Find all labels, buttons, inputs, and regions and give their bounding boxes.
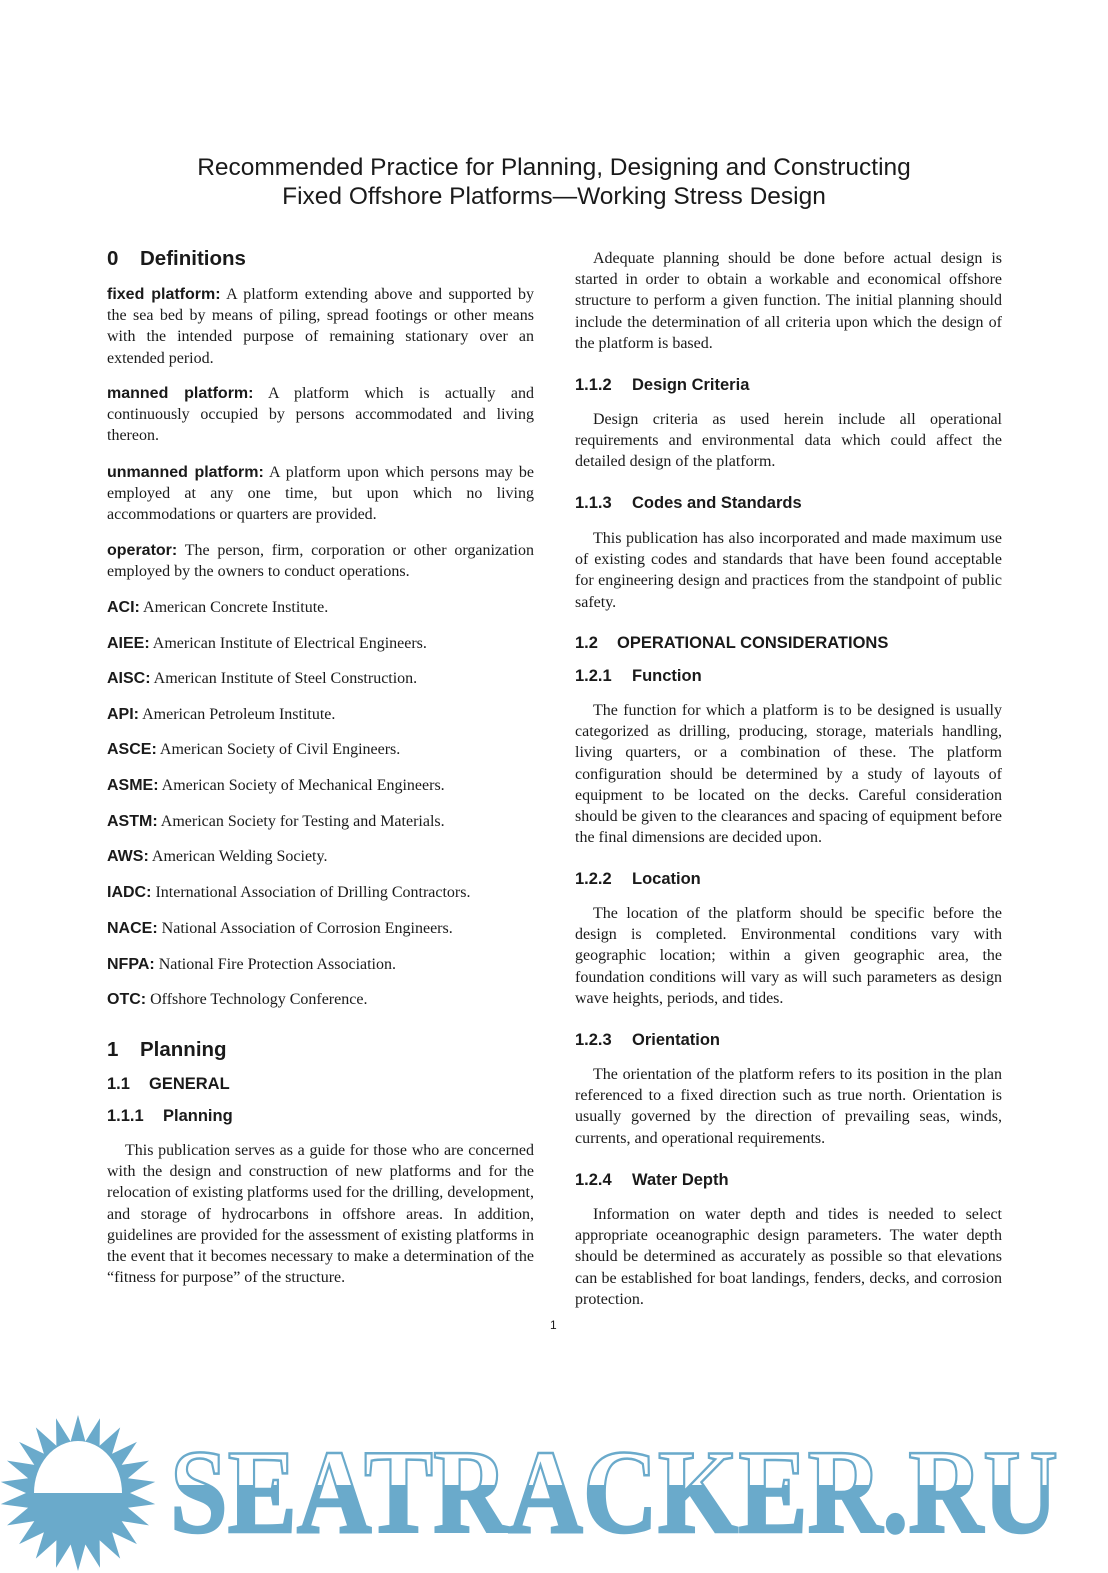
definition-term: ASTM: [107, 813, 158, 830]
codes-standards-paragraph: This publication has also incorporated and made maximum use of existing codes and standards that have been found acceptable for engineering design and practices from the standpoint of public safety. [575, 530, 1002, 611]
definition-item [107, 540, 534, 582]
definition-term: operator: [107, 542, 178, 559]
planning-paragraph: This publication serves as a guide for those who are concerned with the design and construction of new platforms and for the relocation of existing platforms used for the drilling, development, and storage of hydrocarbons in offshore areas. In addition, guidelines are provided for the assessment of existing platforms in the event that it becomes necessary to make a determination of the “fitness for purpose” of the structure. [107, 1142, 534, 1287]
definition-item [107, 882, 534, 903]
definition-text: American Institute of Electrical Engineers. [149, 635, 427, 652]
definition-item [107, 597, 534, 618]
definition-item [107, 954, 534, 975]
watermark-text: SEATRACKER.RU [170, 1425, 1058, 1558]
title-line-1: Recommended Practice for Planning, Designing and Constructing [197, 154, 911, 181]
definition-item [107, 462, 534, 526]
document-title [0, 153, 1108, 211]
section-1-2-4-heading: 1.2.4 Water Depth [575, 1171, 729, 1189]
definition-term: fixed platform: [107, 286, 221, 303]
seatracker-watermark [0, 1405, 1080, 1573]
orientation-paragraph: The orientation of the platform refers to its position in the plan referenced to a fixed direction such as true north. Orientation is usually governed by the direction of prevailing seas, winds, currents, and operational requirements. [575, 1066, 1002, 1147]
section-1-1-1-heading: 1.1.1 Planning [107, 1107, 233, 1125]
definition-text: A platform upon which persons may be employed at any one time, but upon which no living accommodations or quarters are provided. [107, 464, 534, 524]
definition-term: unmanned platform: [107, 464, 264, 481]
section-1-2-1-heading: 1.2.1 Function [575, 667, 702, 685]
definition-term: IADC: [107, 884, 152, 901]
definition-item [107, 846, 534, 867]
definition-text: American Petroleum Institute. [139, 706, 336, 723]
definition-term: AWS: [107, 848, 149, 865]
definition-text: International Association of Drilling Contractors. [151, 884, 471, 901]
definition-term: NACE: [107, 920, 158, 937]
location-paragraph: The location of the platform should be specific before the design is completed. Environmental conditions vary with geographic location; within a given geographic area, the foundation conditions will vary as will such parameters as design wave heights, periods, and tides. [575, 905, 1002, 1007]
planning-paragraph-continued: Adequate planning should be done before actual design is started in order to obtain a workable and economical offshore structure to perform a given function. The initial planning should include the determination of all criteria upon which the design of the platform is based. [575, 250, 1002, 352]
section-1-1-3-heading: 1.1.3 Codes and Standards [575, 494, 802, 512]
section-1-1-2-heading: 1.1.2 Design Criteria [575, 376, 750, 394]
section-1-1-heading: 1.1 GENERAL [107, 1075, 230, 1093]
definition-text: National Fire Protection Association. [154, 956, 396, 973]
definition-term: API: [107, 706, 139, 723]
definition-item [107, 284, 534, 369]
definition-term: NFPA: [107, 956, 155, 973]
definition-item [107, 775, 534, 796]
section-1-2-2-heading: 1.2.2 Location [575, 870, 701, 888]
section-1-heading: 1 Planning [107, 1038, 227, 1061]
definition-item [107, 383, 534, 447]
definition-text: American Welding Society. [148, 848, 328, 865]
definition-text: American Society for Testing and Materials. [157, 813, 445, 830]
function-paragraph: The function for which a platform is to be designed is usually categorized as drilling, producing, storage, materials handling, living quarters, or a combination of these. The platform configuration should be determined by a study of layouts of equipment to be located on the decks. Careful consideration should be given to the clearances and spacing of equipment before the final dimensions are decided upon. [575, 702, 1002, 847]
definition-text: The person, firm, corporation or other organization employed by the owners to conduct operations. [107, 542, 534, 581]
definition-text: American Society of Civil Engineers. [156, 741, 401, 758]
definition-text: National Association of Corrosion Engineers. [157, 920, 453, 937]
definition-text: American Institute of Steel Construction. [150, 670, 418, 687]
definition-item [107, 989, 534, 1010]
definition-text: A platform which is actually and continuously occupied by persons accommodated and living thereon. [107, 385, 534, 445]
sun-logo-icon [1, 1415, 155, 1571]
definition-text: American Society of Mechanical Engineers. [158, 777, 445, 794]
section-1-2-3-heading: 1.2.3 Orientation [575, 1031, 721, 1049]
design-criteria-paragraph: Design criteria as used herein include all operational requirements and environmental data which could affect the detailed design of the platform. [575, 411, 1002, 471]
section-0-heading: 0 Definitions [107, 247, 246, 270]
page-number: 1 [550, 1318, 557, 1332]
definition-term: ASCE: [107, 741, 157, 758]
definition-term: ACI: [107, 599, 140, 616]
definition-term: manned platform: [107, 385, 254, 402]
definition-text: A platform extending above and supported by the sea bed by means of piling, spread footings or other means with the intended purpose of remaining stationary over an extended period. [107, 286, 534, 367]
definition-item [107, 668, 534, 689]
water-depth-paragraph: Information on water depth and tides is needed to select appropriate oceanographic design parameters. The water depth should be determined as accurately as possible so that elevations can be established for boat landings, fenders, decks, and corrosion protection. [575, 1206, 1002, 1308]
definition-item [107, 704, 534, 725]
definition-text: American Concrete Institute. [139, 599, 329, 616]
definition-term: AISC: [107, 670, 151, 687]
definition-text: Offshore Technology Conference. [146, 991, 368, 1008]
definition-term: AIEE: [107, 635, 150, 652]
definition-item [107, 739, 534, 760]
definition-term: OTC: [107, 991, 147, 1008]
title-line-2: Fixed Offshore Platforms—Working Stress Design [282, 183, 826, 210]
definition-item [107, 633, 534, 654]
definition-item [107, 811, 534, 832]
definition-term: ASME: [107, 777, 159, 794]
definition-item [107, 918, 534, 939]
section-1-2-heading: 1.2 OPERATIONAL CONSIDERATIONS [575, 634, 889, 652]
